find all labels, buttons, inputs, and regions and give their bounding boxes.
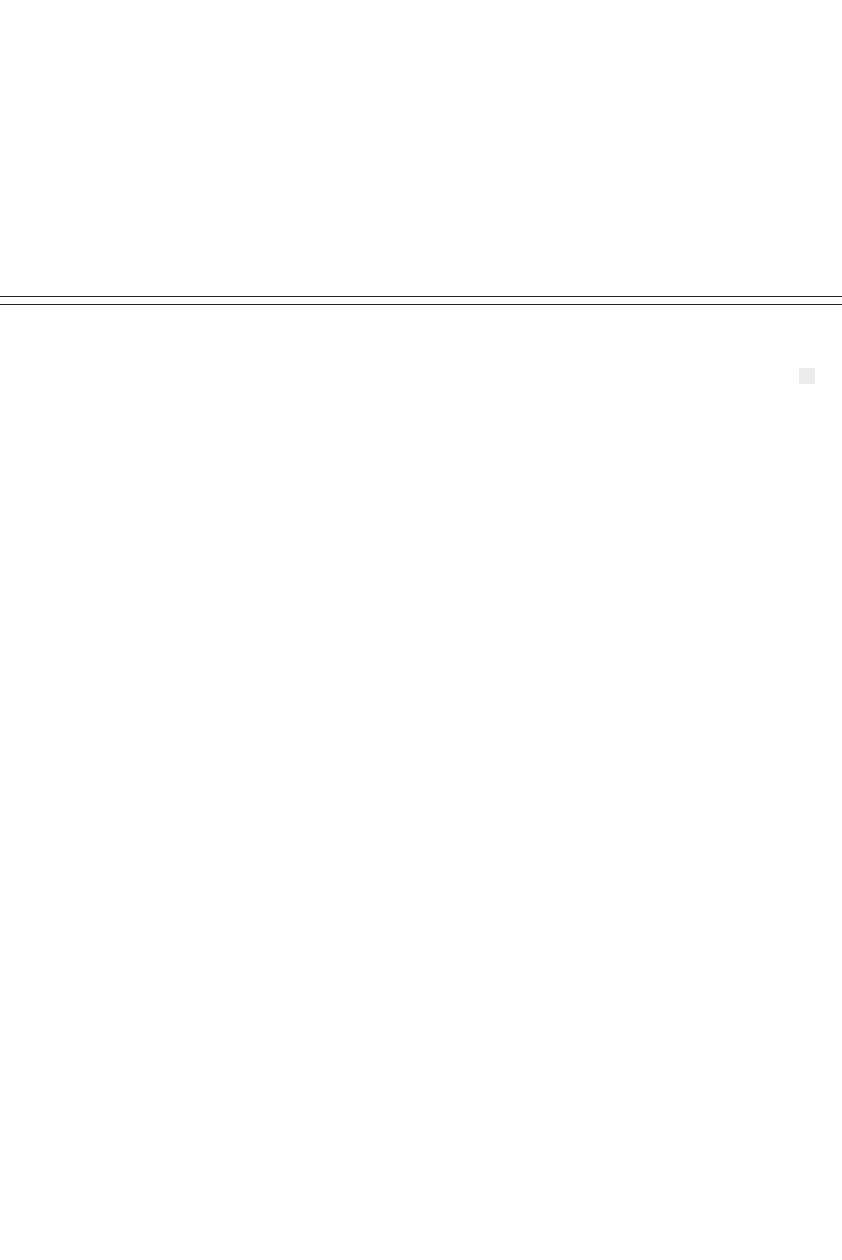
page-divider-top	[0, 296, 842, 297]
previous-page-excerpt	[0, 0, 842, 293]
scan-artifact	[799, 368, 815, 384]
page-176	[0, 306, 842, 1260]
page-divider-bottom	[0, 304, 842, 305]
running-head	[0, 314, 842, 344]
